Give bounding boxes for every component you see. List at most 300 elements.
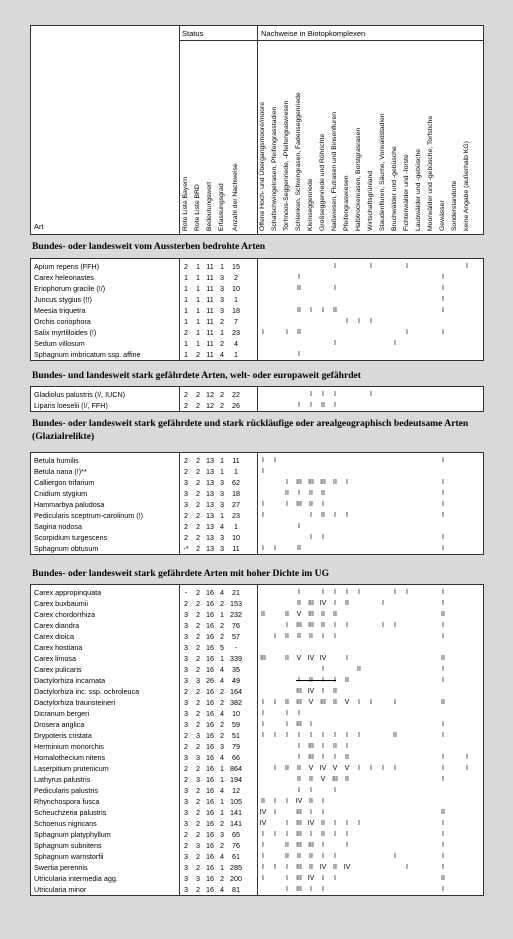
- occurrence-mark: II: [285, 611, 289, 618]
- species-name: Carex limosa: [34, 654, 76, 663]
- status-value: 2: [220, 621, 224, 630]
- status-value: 10: [232, 284, 240, 293]
- status-value: 2: [196, 742, 200, 751]
- species-name: Laserpitium prutenicum: [34, 764, 109, 773]
- status-value: 16: [206, 830, 214, 839]
- status-value: 2: [220, 339, 224, 348]
- status-value: 2: [196, 599, 200, 608]
- status-value: 2: [220, 687, 224, 696]
- header-biotope-label: Staudenfluren, Säume, Vorwaldstadien: [379, 113, 386, 231]
- occurrence-mark: I: [310, 307, 312, 314]
- table-row: [31, 675, 484, 686]
- status-value: 3: [184, 654, 188, 663]
- occurrence-mark: II: [333, 688, 337, 695]
- status-value: 16: [206, 599, 214, 608]
- header-biotope-label: Torfmoos-Seggenriede, -Pfeifengraswiesen: [283, 100, 290, 231]
- occurrence-mark: I: [274, 765, 276, 772]
- table-row: [31, 488, 484, 499]
- status-value: 4: [220, 665, 224, 674]
- occurrence-mark: I: [322, 534, 324, 541]
- header-biotope-label: keine Angabe (außerhalb KG): [463, 141, 470, 231]
- occurrence-mark: I: [298, 743, 300, 750]
- status-value: 4: [220, 709, 224, 718]
- occurrence-mark: I: [442, 296, 444, 303]
- occurrence-mark: II: [285, 490, 289, 497]
- status-value: 66: [232, 753, 240, 762]
- status-value: 11: [206, 273, 214, 282]
- status-value: 2: [220, 841, 224, 850]
- status-value: 16: [206, 808, 214, 817]
- header-biotope-label: Offene Hoch- und Übergangsmoore/moore: [259, 101, 266, 231]
- species-name: Sphagnum subnitens: [34, 841, 102, 850]
- status-value: 1: [196, 284, 200, 293]
- occurrence-mark: I: [334, 754, 336, 761]
- occurrence-mark: I: [346, 732, 348, 739]
- occurrence-mark: III: [296, 886, 302, 893]
- species-name: Dactylorhiza incarnata: [34, 676, 106, 685]
- status-value: -: [234, 643, 238, 652]
- occurrence-mark: I: [274, 798, 276, 805]
- occurrence-mark: I: [370, 765, 372, 772]
- status-value: 2: [196, 643, 200, 652]
- occurrence-mark: I: [394, 622, 396, 629]
- species-name: Carex heleonastes: [34, 273, 94, 282]
- status-value: 2: [196, 350, 200, 359]
- species-name: Drosera anglica: [34, 720, 85, 729]
- status-value: 141: [230, 819, 242, 828]
- status-value: 16: [206, 885, 214, 894]
- occurrence-mark: III: [308, 754, 314, 761]
- occurrence-mark: II: [297, 765, 301, 772]
- occurrence-mark: I: [262, 501, 264, 508]
- status-value: 3: [220, 489, 224, 498]
- status-value: -*: [183, 544, 189, 553]
- occurrence-mark: III: [332, 776, 338, 783]
- status-value: 16: [206, 775, 214, 784]
- table-row: [31, 873, 484, 884]
- status-value: 10: [232, 533, 240, 542]
- occurrence-mark: IV: [295, 798, 303, 805]
- occurrence-mark: IV: [319, 655, 327, 662]
- occurrence-mark: I: [298, 677, 300, 684]
- header-biotope-label: Bruchwälder und -gebüsche: [391, 146, 398, 231]
- occurrence-mark: III: [308, 611, 314, 618]
- occurrence-mark: I: [262, 710, 264, 717]
- table-row: [31, 609, 484, 620]
- section-title: Bundes- oder landesweit stark gefährdete und stark rückläufige oder arealgeographisch bedeutsame Arten (Glazialrelikte): [32, 418, 469, 442]
- occurrence-mark: II: [285, 765, 289, 772]
- status-value: 59: [232, 720, 240, 729]
- occurrence-mark: I: [334, 340, 336, 347]
- occurrence-mark: I: [442, 732, 444, 739]
- species-name: Carex buxbaumii: [34, 599, 88, 608]
- occurrence-mark: II: [393, 732, 397, 739]
- status-value: 16: [206, 819, 214, 828]
- occurrence-mark: I: [262, 329, 264, 336]
- occurrence-mark: II: [297, 853, 301, 860]
- occurrence-mark: III: [296, 831, 302, 838]
- occurrence-mark: I: [322, 633, 324, 640]
- status-value: 65: [232, 830, 240, 839]
- occurrence-mark: I: [322, 307, 324, 314]
- occurrence-mark: I: [442, 329, 444, 336]
- occurrence-mark: I: [322, 875, 324, 882]
- occurrence-mark: I: [298, 710, 300, 717]
- occurrence-mark: I: [442, 622, 444, 629]
- occurrence-mark: III: [320, 479, 326, 486]
- occurrence-mark: I: [322, 391, 324, 398]
- status-value: 3: [184, 885, 188, 894]
- status-value: 4: [220, 786, 224, 795]
- status-value: 2: [184, 533, 188, 542]
- occurrence-mark: IV: [307, 688, 315, 695]
- occurrence-mark: II: [333, 743, 337, 750]
- occurrence-mark: II: [297, 633, 301, 640]
- species-name: Juncus stygius (!!): [34, 295, 92, 304]
- occurrence-mark: III: [296, 875, 302, 882]
- occurrence-mark: II: [309, 776, 313, 783]
- occurrence-mark: III: [308, 479, 314, 486]
- occurrence-mark: II: [297, 329, 301, 336]
- status-value: 13: [206, 500, 214, 509]
- table-row: [31, 620, 484, 631]
- occurrence-mark: I: [298, 351, 300, 358]
- status-value: 1: [196, 295, 200, 304]
- status-value: 2: [196, 863, 200, 872]
- status-value: 2: [220, 632, 224, 641]
- status-value: 864: [230, 764, 242, 773]
- occurrence-mark: II: [309, 633, 313, 640]
- occurrence-mark: I: [442, 864, 444, 871]
- table-row: [31, 477, 484, 488]
- section-table: [30, 258, 484, 361]
- occurrence-mark: II: [297, 545, 301, 552]
- species-name: Sphagnum platyphyllum: [34, 830, 111, 839]
- occurrence-mark: I: [334, 391, 336, 398]
- status-value: 18: [232, 306, 240, 315]
- status-value: 16: [206, 753, 214, 762]
- status-value: 76: [232, 841, 240, 850]
- status-value: 81: [232, 885, 240, 894]
- header-divider-status: [179, 26, 180, 234]
- header-biotope-label: Fichtenwälder und -forste: [403, 154, 410, 231]
- species-name: Dactylorhiza traunsteineri: [34, 698, 116, 707]
- table-row: [31, 719, 484, 730]
- status-value: 3: [220, 500, 224, 509]
- occurrence-mark: I: [310, 886, 312, 893]
- status-value: 2: [196, 588, 200, 597]
- status-value: 13: [206, 544, 214, 553]
- occurrence-mark: I: [442, 853, 444, 860]
- species-name: Sedum villosum: [34, 339, 85, 348]
- occurrence-mark: I: [286, 479, 288, 486]
- status-value: 2: [196, 610, 200, 619]
- occurrence-mark: I: [406, 864, 408, 871]
- occurrence-mark: V: [344, 765, 350, 772]
- occurrence-mark: IV: [307, 875, 315, 882]
- occurrence-mark: I: [286, 820, 288, 827]
- status-value: 2: [184, 467, 188, 476]
- occurrence-mark: II: [441, 699, 445, 706]
- occurrence-mark: II: [321, 831, 325, 838]
- status-value: 2: [196, 533, 200, 542]
- status-value: 3: [220, 533, 224, 542]
- occurrence-mark: III: [296, 864, 302, 871]
- status-value: 16: [206, 720, 214, 729]
- occurrence-mark: III: [296, 688, 302, 695]
- species-name: Rhynchospora fusca: [34, 797, 100, 806]
- species-name: Apium repens (FFH): [34, 262, 100, 271]
- occurrence-mark: III: [260, 655, 266, 662]
- status-value: 285: [230, 863, 242, 872]
- occurrence-mark: I: [442, 501, 444, 508]
- occurrence-mark: II: [321, 820, 325, 827]
- occurrence-mark: I: [442, 600, 444, 607]
- header-status-label: Rote Liste Bayern: [182, 176, 189, 231]
- occurrence-mark: I: [442, 534, 444, 541]
- occurrence-mark: IV: [319, 600, 327, 607]
- occurrence-mark: II: [333, 611, 337, 618]
- status-value: 2: [184, 775, 188, 784]
- table-row: [31, 316, 484, 327]
- status-value: 3: [184, 610, 188, 619]
- status-value: 21: [232, 588, 240, 597]
- occurrence-mark: I: [286, 329, 288, 336]
- table-row: [31, 697, 484, 708]
- occurrence-mark: I: [442, 754, 444, 761]
- table-row: [31, 851, 484, 862]
- status-value: 2: [196, 632, 200, 641]
- status-value: 1: [220, 764, 224, 773]
- table-row: [31, 807, 484, 818]
- species-name: Dicranum bergeri: [34, 709, 90, 718]
- status-value: 1: [184, 306, 188, 315]
- status-value: 232: [230, 610, 242, 619]
- table-row: [31, 510, 484, 521]
- status-value: 200: [230, 874, 242, 883]
- occurrence-mark: I: [358, 765, 360, 772]
- status-value: 3: [184, 720, 188, 729]
- status-value: 2: [220, 720, 224, 729]
- occurrence-mark: I: [442, 274, 444, 281]
- occurrence-mark: I: [346, 743, 348, 750]
- occurrence-mark: II: [333, 699, 337, 706]
- status-value: 2: [196, 852, 200, 861]
- table-row: [31, 499, 484, 510]
- occurrence-mark: III: [296, 501, 302, 508]
- status-value: 11: [206, 328, 214, 337]
- status-value: 4: [220, 522, 224, 531]
- status-value: 3: [196, 753, 200, 762]
- header-status-label: Erfassungsgrad: [218, 183, 225, 231]
- status-value: 4: [234, 339, 238, 348]
- status-value: 1: [220, 775, 224, 784]
- occurrence-mark: I: [322, 809, 324, 816]
- status-value: 11: [232, 456, 240, 465]
- status-value: 13: [206, 489, 214, 498]
- occurrence-mark: II: [321, 490, 325, 497]
- occurrence-mark: I: [370, 318, 372, 325]
- species-name: Betula humilis: [34, 456, 79, 465]
- occurrence-mark: I: [274, 699, 276, 706]
- status-value: 62: [232, 478, 240, 487]
- status-value: 16: [206, 764, 214, 773]
- status-value: 3: [184, 874, 188, 883]
- header-biotope-label: Schlenken, Schwingrasen, Fadenseggenriede: [295, 92, 302, 231]
- table-row: [31, 349, 484, 360]
- occurrence-mark: I: [310, 402, 312, 409]
- status-value: 16: [206, 786, 214, 795]
- occurrence-mark: II: [297, 776, 301, 783]
- status-value: 3: [220, 295, 224, 304]
- occurrence-mark: I: [298, 523, 300, 530]
- status-value: 16: [206, 852, 214, 861]
- status-value: 16: [206, 797, 214, 806]
- status-value: 2: [196, 456, 200, 465]
- table-row: [31, 686, 484, 697]
- status-value: 2: [184, 328, 188, 337]
- occurrence-mark: I: [298, 787, 300, 794]
- status-value: 2: [220, 819, 224, 828]
- status-value: 3: [184, 665, 188, 674]
- status-value: 2: [184, 764, 188, 773]
- species-name: Salix myrtilloides (!): [34, 328, 97, 337]
- status-value: 3: [220, 306, 224, 315]
- occurrence-mark: II: [285, 842, 289, 849]
- occurrence-mark: I: [382, 600, 384, 607]
- occurrence-mark: III: [296, 820, 302, 827]
- status-value: 18: [232, 489, 240, 498]
- occurrence-mark: II: [333, 307, 337, 314]
- status-value: 1: [220, 262, 224, 271]
- occurrence-mark: I: [298, 754, 300, 761]
- status-value: 3: [196, 874, 200, 883]
- status-value: 11: [232, 544, 240, 553]
- status-value: 2: [184, 599, 188, 608]
- species-name: Utricularia minor: [34, 885, 87, 894]
- status-value: 16: [206, 610, 214, 619]
- status-value: 3: [184, 698, 188, 707]
- occurrence-mark: III: [308, 600, 314, 607]
- species-name: Meesia triquetra: [34, 306, 86, 315]
- status-value: 2: [184, 401, 188, 410]
- occurrence-mark: I: [322, 743, 324, 750]
- status-value: 2: [184, 731, 188, 740]
- status-value: 3: [196, 775, 200, 784]
- occurrence-mark: I: [394, 589, 396, 596]
- occurrence-mark: I: [334, 512, 336, 519]
- occurrence-mark: II: [441, 611, 445, 618]
- occurrence-mark: I: [466, 754, 468, 761]
- occurrence-mark: I: [310, 732, 312, 739]
- species-name: Sphagnum warnstorfii: [34, 852, 104, 861]
- occurrence-mark: I: [322, 589, 324, 596]
- occurrence-mark: I: [358, 820, 360, 827]
- occurrence-mark: IV: [307, 655, 315, 662]
- strike-line: [296, 680, 336, 681]
- status-value: 16: [206, 731, 214, 740]
- status-value: 1: [220, 863, 224, 872]
- status-value: 16: [206, 742, 214, 751]
- occurrence-mark: I: [358, 732, 360, 739]
- status-value: 2: [184, 511, 188, 520]
- occurrence-mark: I: [262, 457, 264, 464]
- occurrence-mark: I: [442, 721, 444, 728]
- occurrence-mark: IV: [259, 809, 267, 816]
- status-value: 2: [196, 621, 200, 630]
- header-status-label: Bedeutungswert: [206, 181, 213, 231]
- occurrence-mark: I: [334, 677, 336, 684]
- occurrence-mark: I: [286, 622, 288, 629]
- occurrence-mark: III: [308, 842, 314, 849]
- status-value: 2: [184, 841, 188, 850]
- occurrence-mark: III: [296, 842, 302, 849]
- status-value: 11: [206, 284, 214, 293]
- occurrence-mark: I: [442, 285, 444, 292]
- status-value: 2: [184, 742, 188, 751]
- occurrence-mark: II: [441, 655, 445, 662]
- status-value: 2: [196, 786, 200, 795]
- section-title: Bundes- oder landesweit vom Aussterben bedrohte Arten: [32, 241, 266, 252]
- species-name: Pedicularis sceptrum-carolinum (!): [34, 511, 144, 520]
- status-value: 4: [220, 350, 224, 359]
- status-value: 2: [196, 830, 200, 839]
- species-name: Homalothecium nitens: [34, 753, 106, 762]
- status-value: 16: [206, 874, 214, 883]
- occurrence-mark: I: [334, 831, 336, 838]
- species-name: Dactylorhiza inc. ssp. ochroleuca: [34, 687, 140, 696]
- occurrence-mark: I: [370, 699, 372, 706]
- occurrence-mark: I: [334, 589, 336, 596]
- occurrence-mark: I: [298, 732, 300, 739]
- occurrence-mark: II: [321, 402, 325, 409]
- status-value: 11: [206, 262, 214, 271]
- occurrence-mark: I: [358, 589, 360, 596]
- table-row: [31, 818, 484, 829]
- status-value: 15: [232, 262, 240, 271]
- species-name: Carex hostiana: [34, 643, 83, 652]
- occurrence-mark: II: [297, 307, 301, 314]
- header-biotope-label: Laubwälder und -gebüsche: [415, 148, 422, 231]
- section-title: Bundes- und landesweit stark gefährdete Arten, welt- oder europaweit gefährdet: [32, 370, 362, 381]
- occurrence-mark: V: [308, 699, 314, 706]
- status-value: 13: [206, 533, 214, 542]
- status-value: 194: [230, 775, 242, 784]
- header-biotope-label: Sonderstandorte: [451, 180, 458, 231]
- occurrence-mark: I: [346, 512, 348, 519]
- occurrence-mark: I: [334, 622, 336, 629]
- status-value: 2: [196, 467, 200, 476]
- table-row: [31, 763, 484, 774]
- section-table: [30, 584, 484, 896]
- occurrence-mark: II: [261, 798, 265, 805]
- status-value: 2: [196, 720, 200, 729]
- occurrence-mark: V: [296, 611, 302, 618]
- occurrence-mark: I: [310, 787, 312, 794]
- occurrence-mark: III: [296, 699, 302, 706]
- table-row: [31, 327, 484, 338]
- status-value: 2: [196, 500, 200, 509]
- status-value: 2: [220, 599, 224, 608]
- status-value: 2: [196, 522, 200, 531]
- status-value: 164: [230, 687, 242, 696]
- occurrence-mark: II: [285, 655, 289, 662]
- status-value: 26: [232, 401, 240, 410]
- species-name: Sphagnum obtusum: [34, 544, 99, 553]
- occurrence-mark: I: [298, 589, 300, 596]
- occurrence-mark: I: [310, 809, 312, 816]
- species-name: Swertia perennis: [34, 863, 88, 872]
